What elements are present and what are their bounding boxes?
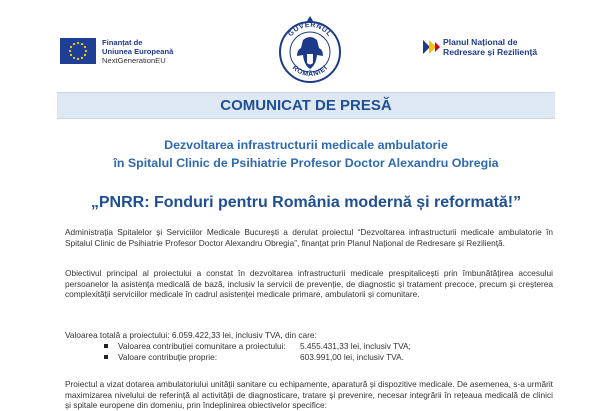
list-item [104,352,524,363]
eu-star-icon [85,50,87,52]
eu-text-line1: Finanțat de [102,38,143,47]
eu-star-icon [73,43,75,45]
eu-star-icon [70,54,72,56]
pnrr-text [443,37,537,57]
paragraph-total-value: Valoarea totală a proiectului: 6.059.422,33 lei, inclusiv TVA, din care: [65,330,317,340]
pnrr-logo [423,37,593,65]
paragraph-intro: Administrația Spitalelor și Serviciilor Medicale București a derulat proiectul “Dezvoltarea infrastructurii medicale ambulatorie în Spitalul Clinic de Psihiatrie Profesor Doctor Alexandru Obregia”, finanțat prin Planul Național de Redresare și Reziliență. [65,227,553,248]
eu-star-icon [73,57,75,59]
eu-star-icon [81,57,83,59]
pnrr-text-line1: Planul Național de [443,37,518,47]
press-release-banner [57,92,555,119]
eu-star-icon [84,46,86,48]
funding-breakdown-list [104,341,524,362]
headline-slogan: „PNRR: Fonduri pentru România modernă și reformată!” [90,194,522,211]
eu-text-line2: Uniunea Europeană [102,47,174,56]
government-crest-icon [277,10,343,88]
eu-star-icon [77,42,79,44]
svg-text:GUVERNUL [287,22,333,38]
paragraph-scope: Proiectul a vizat dotarea ambulatoriului unității sanitare cu echipamente, aparatură și dispozitive medicale. De asemenea, s-a urmărit maximizarea nivelului de referință al activității de diagnosticare, tratare și prevenire, necesar integrării în rețeaua medicală de clinici și spitale europene din domeniu, prin îndeplinirea obiectivelor specifice: [65,379,553,411]
logo-bar [0,0,615,92]
subtitle-line2: în Spitalul Clinic de Psihiatrie Profesor Doctor Alexandru Obregia [113,156,499,170]
pnrr-chevron-icon [423,40,441,54]
eu-funding-logo [60,38,210,66]
eu-star-icon [69,50,71,52]
eu-funding-text [102,38,173,65]
eu-star-icon [84,54,86,56]
crest-top-text: GUVERNUL [287,21,333,39]
bullet-icon [104,355,108,359]
list-item [104,341,524,352]
paragraph-objective: Obiectivul principal al proiectului a constat în dezvoltarea infrastructurii medicale prespitalicești prin îmbunătățirea accesului persoanelor la asistența medicală de bază, inclusiv la servicii de prevenție, de diagnostic și tratament precoce, precum și creșterea complexității serviciilor medicale în cadrul asistenței medicale primare, ambulatorii și comunitare. [65,268,553,300]
bullet-label: Valoarea contribuției comunitare a proiectului: [118,341,286,351]
eu-star-icon [70,46,72,48]
eu-flag-icon [60,38,96,64]
bullet-icon [104,344,108,348]
bullet-label: Valoare contribuție proprie: [118,351,218,362]
bullet-value: 603.991,00 lei, inclusiv TVA. [300,351,404,362]
eu-star-icon [77,58,79,60]
pnrr-text-line2: Redresare și Reziliență [443,47,538,57]
press-release-title: COMUNICAT DE PRESĂ [220,97,392,114]
crest-bottom-text: ROMÂNIEI [290,64,330,79]
subtitle-line1: Dezvoltarea infrastructurii medicale ambulatorie [164,138,448,152]
bullet-value: 5.455.431,33 lei, inclusiv TVA; [300,341,411,351]
eu-text-line3: NextGenerationEU [102,56,166,65]
project-subtitle [57,136,555,172]
eu-star-icon [81,43,83,45]
